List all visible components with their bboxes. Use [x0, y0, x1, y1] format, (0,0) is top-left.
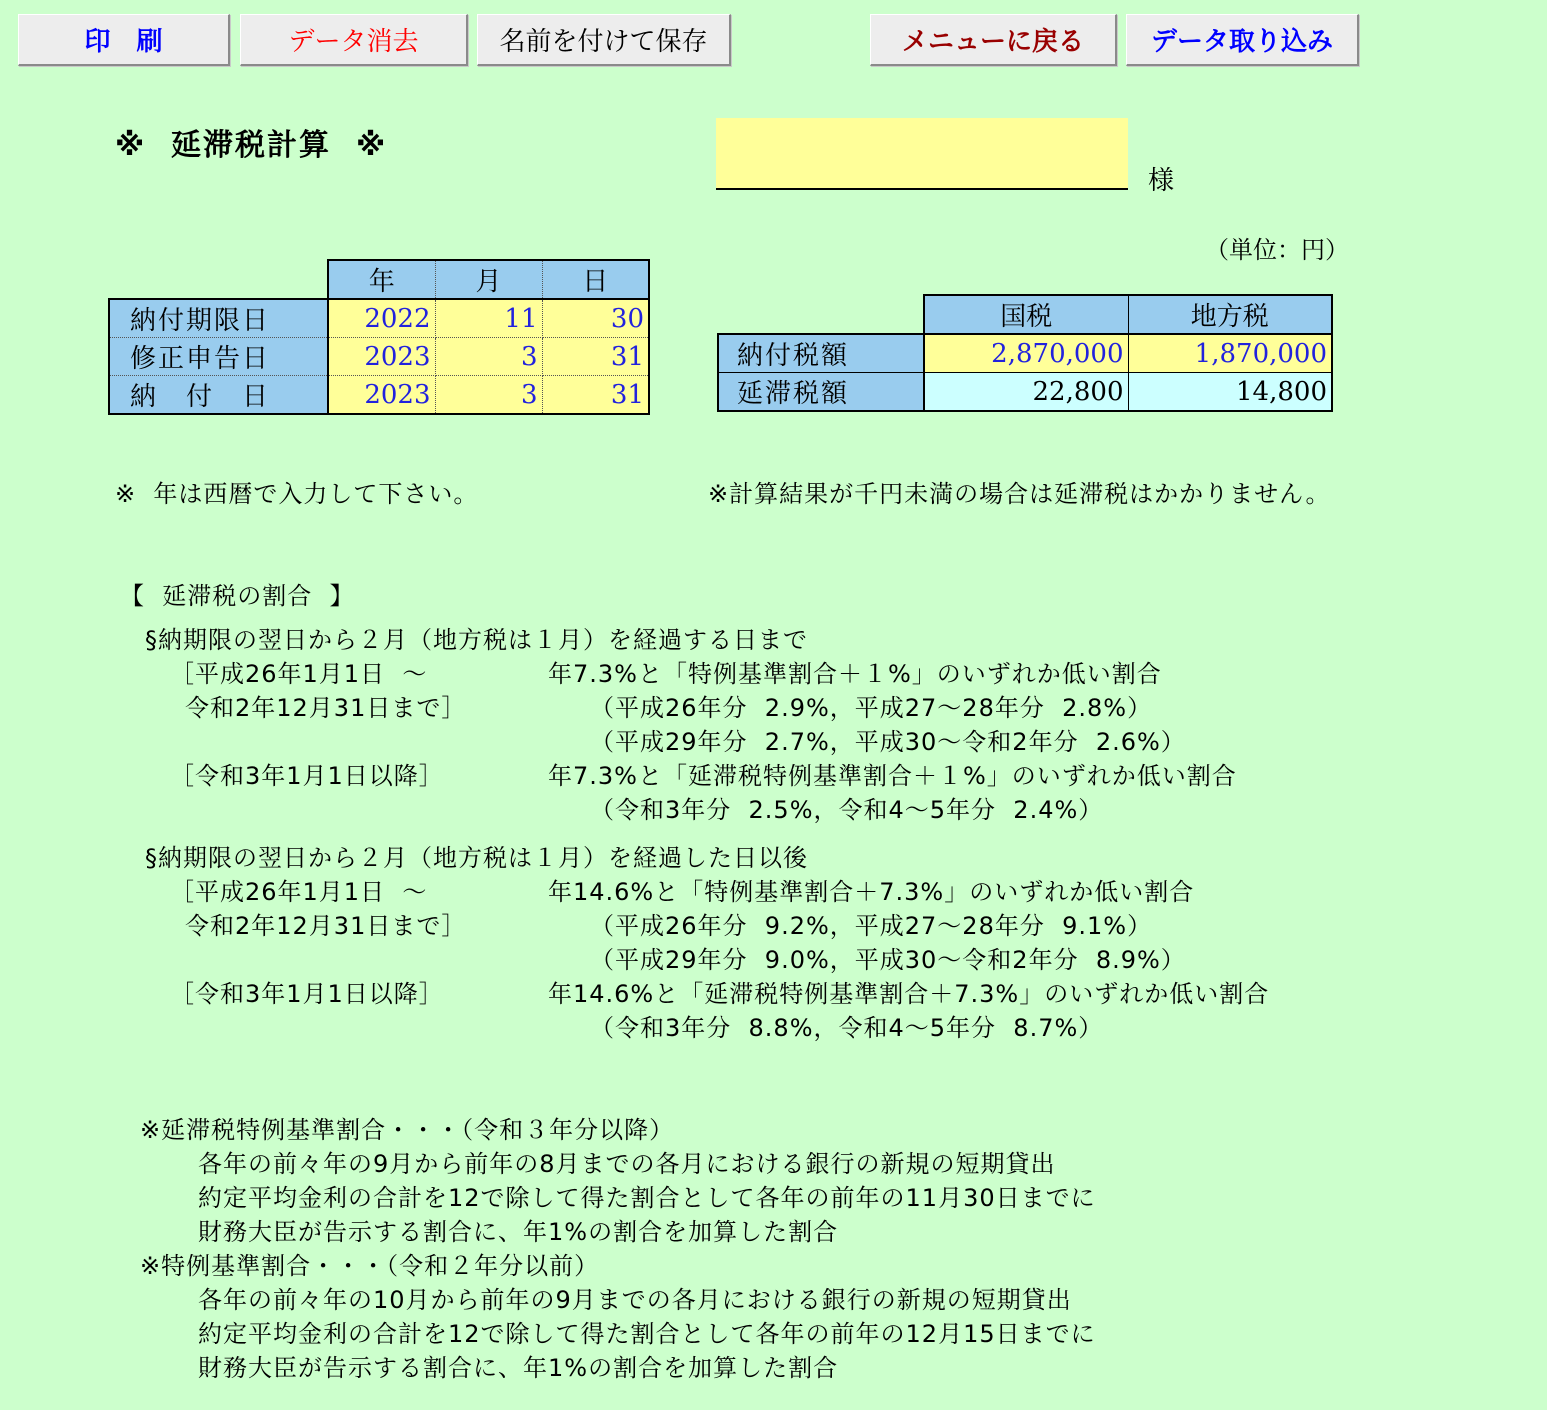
amended-return-date-label: 修正申告日 [109, 338, 328, 376]
table-row [109, 376, 649, 415]
amended-return-year[interactable]: 2023 [328, 338, 435, 376]
customer-name-field[interactable] [716, 118, 1128, 190]
date-table [108, 259, 650, 415]
section1-period1-label-b: 令和2年12月31日まで］ [185, 694, 467, 722]
amended-return-month[interactable]: 3 [435, 338, 542, 376]
national-delinquent-tax: 22,800 [924, 373, 1128, 412]
definition1-line1: 各年の前々年の9月から前年の8月までの各月における銀行の新規の短期貸出 [198, 1150, 1056, 1178]
delinquent-tax-label: 延滞税額 [718, 373, 924, 412]
back-to-menu-button[interactable]: メニューに戻る [870, 14, 1117, 66]
honorific-label: 様 [1148, 166, 1175, 196]
unit-label: （単位：円） [1205, 236, 1349, 264]
due-date-year[interactable]: 2022 [328, 299, 435, 338]
section2-period1-desc: 年14.6%と「特例基準割合＋7.3%」のいずれか低い割合 [548, 878, 1195, 906]
table-row [718, 334, 1332, 373]
payment-year[interactable]: 2023 [328, 376, 435, 415]
year-input-note: ※ 年は西暦で入力して下さい。 [115, 480, 479, 508]
header-day: 日 [542, 260, 649, 299]
section1-title: §納期限の翌日から２月（地方税は１月）を経過する日まで [145, 626, 808, 654]
section2-period1-detail-b: （平成29年分 9.0%，平成30～令和2年分 8.9%） [590, 946, 1186, 974]
section2-period2-detail: （令和3年分 8.8%，令和4～5年分 8.7%） [590, 1014, 1104, 1042]
section1-period2-label: ［令和3年1月1日以降］ [170, 762, 444, 790]
import-data-button[interactable]: データ取り込み [1126, 14, 1359, 66]
definition1-title: ※延滞税特例基準割合・・・（令和３年分以降） [140, 1116, 675, 1144]
section2-period1-detail-a: （平成26年分 9.2%，平成27～28年分 9.1%） [590, 912, 1153, 940]
table-row [718, 373, 1332, 412]
section1-period2-detail: （令和3年分 2.5%，令和4～5年分 2.4%） [590, 796, 1104, 824]
clear-data-button[interactable]: データ消去 [240, 14, 468, 66]
section2-period2-desc: 年14.6%と「延滞税特例基準割合＋7.3%」のいずれか低い割合 [548, 980, 1270, 1008]
section2-period1-label-b: 令和2年12月31日まで］ [185, 912, 467, 940]
tax-table [717, 294, 1333, 412]
local-delinquent-tax: 14,800 [1128, 373, 1332, 412]
definition2-title: ※特例基準割合・・・（令和２年分以前） [140, 1252, 600, 1280]
table-row [109, 299, 649, 338]
definition1-line2: 約定平均金利の合計を12で除して得た割合として各年の前年の11月30日までに [198, 1184, 1096, 1212]
definition1-line3: 財務大臣が告示する割合に、年1%の割合を加算した割合 [198, 1218, 839, 1246]
header-year: 年 [328, 260, 435, 299]
definition2-line1: 各年の前々年の10月から前年の9月までの各月における銀行の新規の短期貸出 [198, 1286, 1072, 1314]
section2-period2-label: ［令和3年1月1日以降］ [170, 980, 444, 1008]
tax-amount-label: 納付税額 [718, 334, 924, 373]
section1-period1-detail-a: （平成26年分 2.9%，平成27～28年分 2.8%） [590, 694, 1153, 722]
section1-period1-label-a: ［平成26年1月1日 ～ [170, 660, 428, 688]
header-local-tax: 地方税 [1128, 295, 1332, 334]
header-month: 月 [435, 260, 542, 299]
definition2-line2: 約定平均金利の合計を12で除して得た割合として各年の前年の12月15日までに [198, 1320, 1096, 1348]
save-as-button[interactable]: 名前を付けて保存 [477, 14, 731, 66]
national-tax-amount[interactable]: 2,870,000 [924, 334, 1128, 373]
section2-period1-label-a: ［平成26年1月1日 ～ [170, 878, 428, 906]
threshold-note: ※計算結果が千円未満の場合は延滞税はかかりません。 [708, 480, 1331, 508]
header-national-tax: 国税 [924, 295, 1128, 334]
page-title: ※ 延滞税計算 ※ [115, 128, 388, 163]
definition2-line3: 財務大臣が告示する割合に、年1%の割合を加算した割合 [198, 1354, 839, 1382]
section2-title: §納期限の翌日から２月（地方税は１月）を経過した日以後 [145, 844, 808, 872]
section1-period1-desc: 年7.3%と「特例基準割合＋１%」のいずれか低い割合 [548, 660, 1162, 688]
local-tax-amount[interactable]: 1,870,000 [1128, 334, 1332, 373]
payment-date-label: 納 付 日 [109, 376, 328, 415]
amended-return-day[interactable]: 31 [542, 338, 649, 376]
section1-period2-desc: 年7.3%と「延滞税特例基準割合＋１%」のいずれか低い割合 [548, 762, 1237, 790]
print-button[interactable]: 印 刷 [18, 14, 230, 66]
section1-period1-detail-b: （平成29年分 2.7%，平成30～令和2年分 2.6%） [590, 728, 1186, 756]
rates-heading: 【 延滞税の割合 】 [120, 582, 355, 610]
table-row [109, 338, 649, 376]
payment-day[interactable]: 31 [542, 376, 649, 415]
due-date-day[interactable]: 30 [542, 299, 649, 338]
due-date-label: 納付期限日 [109, 299, 328, 338]
due-date-month[interactable]: 11 [435, 299, 542, 338]
payment-month[interactable]: 3 [435, 376, 542, 415]
